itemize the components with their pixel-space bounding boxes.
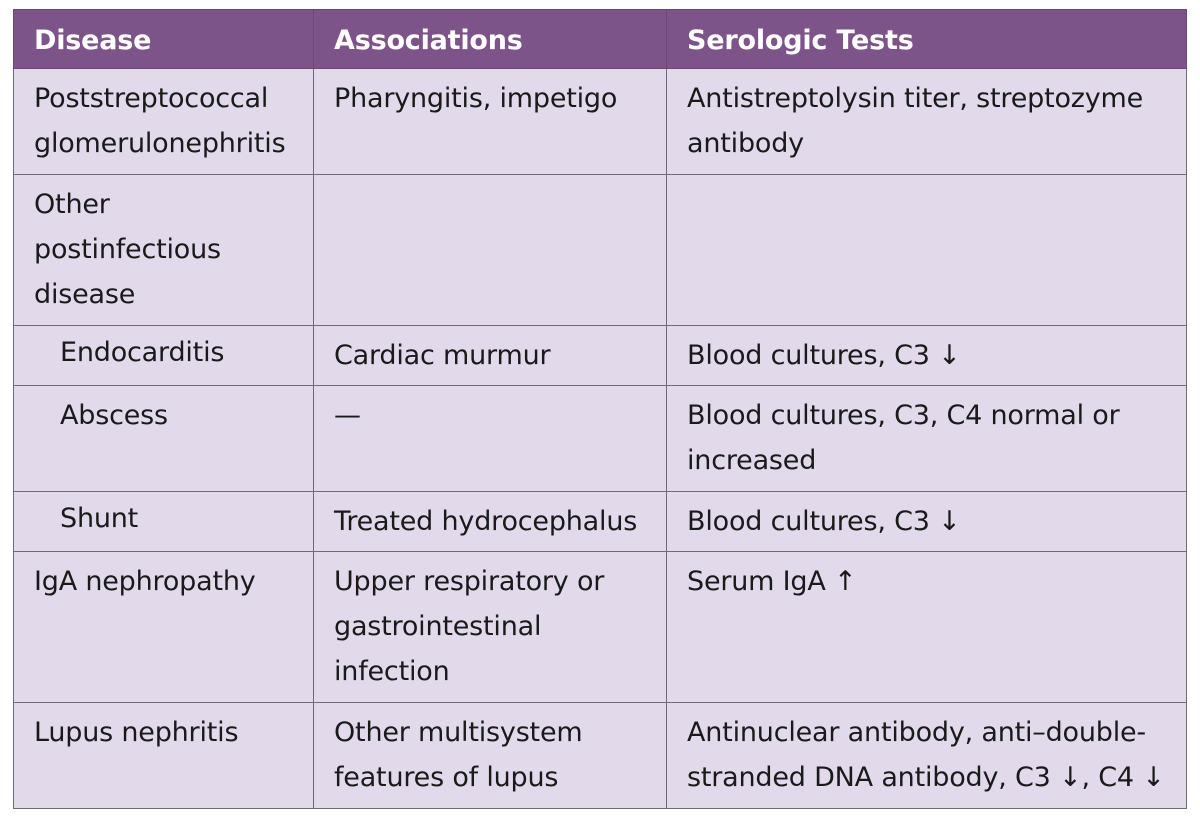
disease-cell: Poststreptococcal glomerulonephritis [14,69,314,175]
table-row [14,703,1187,809]
serologic-tests-cell: Blood cultures, C3, C4 normal or increased [667,386,1187,492]
associations-cell: Upper respiratory or gastrointestinal infection [314,552,667,703]
table-header-row [14,10,1187,69]
serologic-tests-cell: Antinuclear antibody, anti–double-stranded DNA antibody, C3 ↓, C4 ↓ [667,703,1187,809]
table-row [14,69,1187,175]
table-row [14,552,1187,703]
disease-cell: Lupus nephritis [14,703,314,809]
disease-cell [14,175,314,326]
associations-cell: Cardiac murmur [314,326,667,386]
disease-cell: IgA nephropathy [14,552,314,703]
disease-cell: Abscess [14,386,314,492]
serologic-tests-cell: Blood cultures, C3 ↓ [667,326,1187,386]
header-serologic-tests: Serologic Tests [667,10,1187,69]
serologic-tests-cell: Blood cultures, C3 ↓ [667,492,1187,552]
serologic-tests-cell: Antistreptolysin titer, streptozyme antibody [667,69,1187,175]
table-row [14,326,1187,386]
table-row [14,386,1187,492]
table-row [14,175,1187,326]
disease-text: Other postinfectious disease [34,189,221,310]
associations-cell [314,175,667,326]
associations-cell: Pharyngitis, impetigo [314,69,667,175]
associations-cell: Treated hydrocephalus [314,492,667,552]
serologic-tests-table [13,9,1187,809]
disease-cell: Shunt [14,492,314,552]
associations-cell: — [314,386,667,492]
disease-cell: Endocarditis [14,326,314,386]
associations-cell: Other multisystem features of lupus [314,703,667,809]
serologic-tests-cell [667,175,1187,326]
header-associations: Associations [314,10,667,69]
table-row [14,492,1187,552]
header-disease: Disease [14,10,314,69]
serologic-tests-cell: Serum IgA ↑ [667,552,1187,703]
